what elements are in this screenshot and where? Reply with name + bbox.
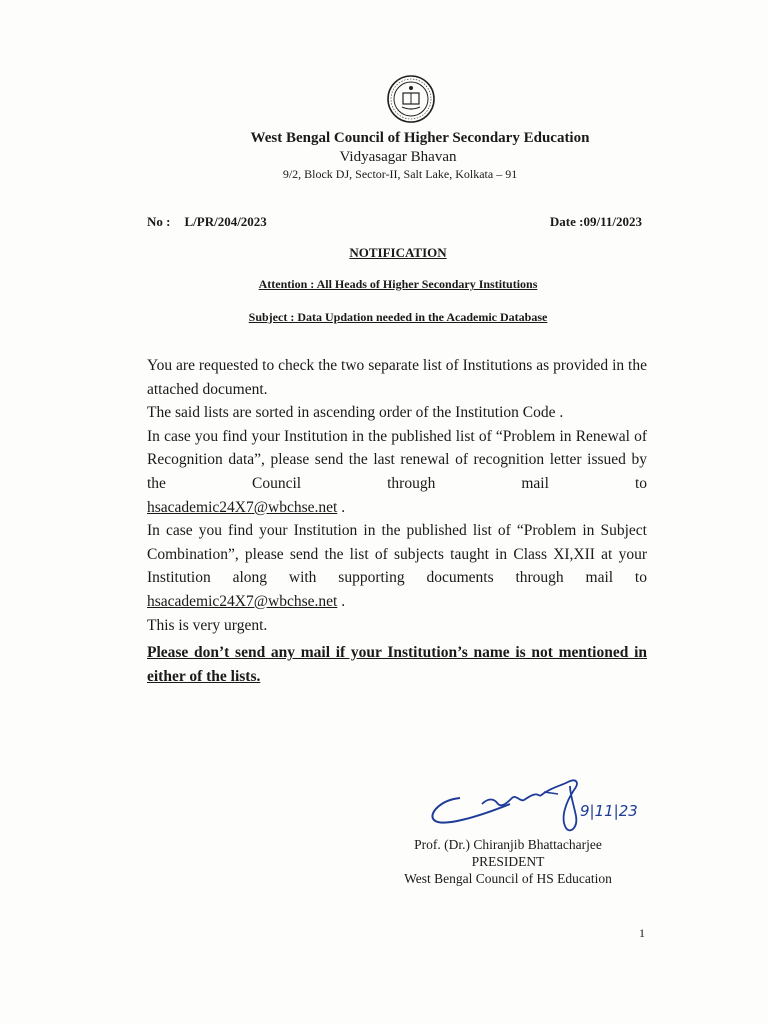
body-paragraph-2: The said lists are sorted in ascending order of the Institution Code . [147,404,564,422]
page-number: 1 [639,926,645,940]
email-line-end-2: . [337,592,346,610]
subject-line: Subject : Data Updation needed in the Academic Database [248,310,548,324]
body-paragraph-5: This is very urgent. [147,616,268,634]
attention-line: Attention : All Heads of Higher Secondary Institutions [258,277,538,291]
reference-number [147,214,267,230]
council-emblem-icon [386,74,436,124]
email-line-end-1: . [337,498,346,516]
email-link-1[interactable]: hsacademic24X7@wbchse.net [147,498,338,516]
handwritten-signature [420,768,650,838]
reference-label: No : [147,214,171,229]
organization-name: West Bengal Council of Higher Secondary Education [250,130,590,146]
notification-body [147,354,647,688]
warning-note: Please don’t send any mail if your Institution’s name is not mentioned in either of the lists. [147,644,647,685]
document-title: NOTIFICATION [349,245,447,260]
svg-text:9|11|23: 9|11|23 [580,802,638,820]
signatory-name: Prof. (Dr.) Chiranjib Bhattacharjee [414,837,602,852]
body-paragraph-1: You are requested to check the two separate list of Institutions as provided in the attached document. [147,357,647,398]
building-name: Vidyasagar Bhavan [339,149,457,165]
signatory-organization: West Bengal Council of HS Education [404,871,612,886]
signatory-designation: PRESIDENT [471,854,545,869]
notification-date: Date :09/11/2023 [549,214,642,229]
organization-address: 9/2, Block DJ, Sector-II, Salt Lake, Kolkata – 91 [282,167,518,181]
signatory-block [358,836,658,887]
email-link-2[interactable]: hsacademic24X7@wbchse.net [147,592,338,610]
reference-value: L/PR/204/2023 [184,214,267,229]
body-paragraph-4-text: In case you find your Institution in the published list of “Problem in Subject Combination”, please send the list of subjects taught in Class XI,XII at your Institution along with supporting documents through mail to [147,522,647,587]
body-paragraph-3-email-line [147,496,647,520]
body-paragraph-3: In case you find your Institution in the published list of “Problem in Renewal of Recognition data”, please send the last renewal of recognition letter issued by the Council through mail to [147,427,647,492]
body-paragraph-4 [147,519,647,613]
